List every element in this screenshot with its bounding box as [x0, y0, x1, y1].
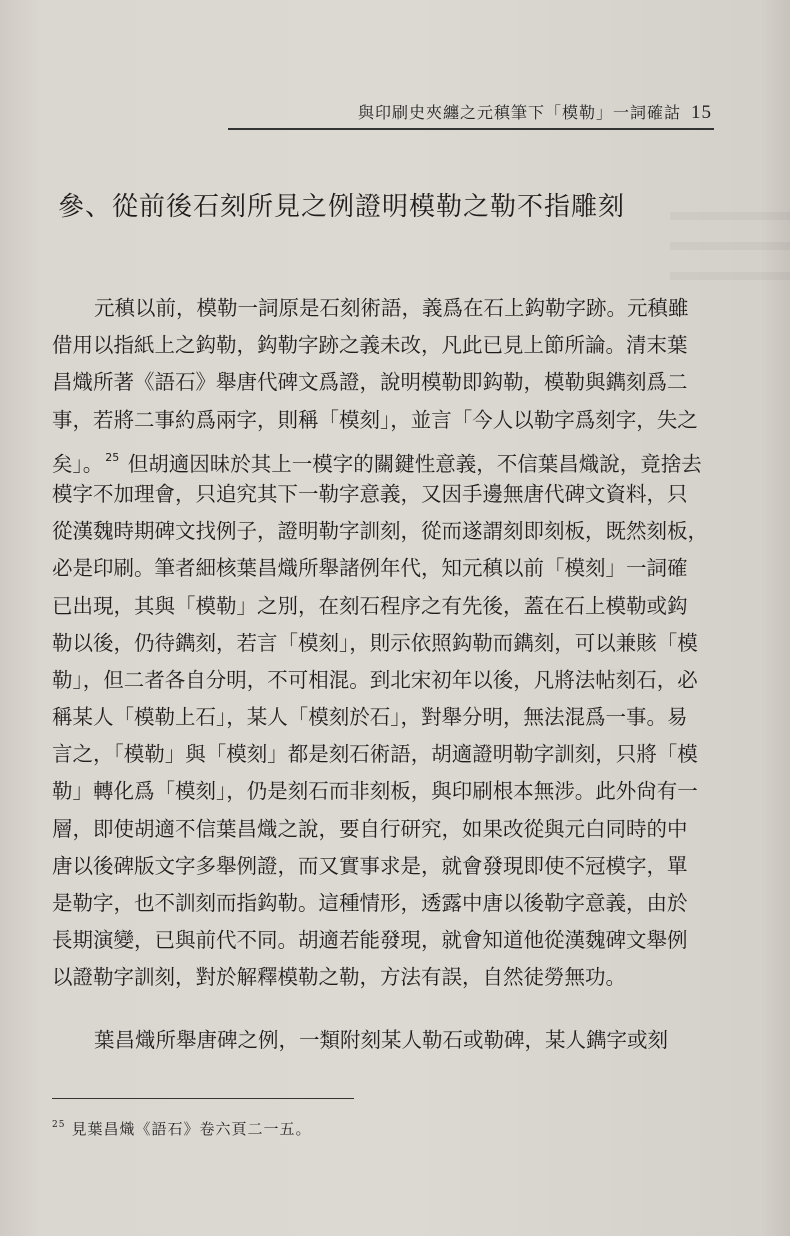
footnote-reference[interactable]: 25 — [105, 450, 120, 464]
text-line: 已出現，其與「模勒」之別，在刻石程序之有先後，蓋在石上模勒或鈎 — [52, 593, 688, 618]
paragraph-1 — [52, 290, 712, 997]
section-title: 參、從前後石刻所見之例證明模勒之勒不指雕刻 — [58, 192, 626, 222]
text-line: 勒以後，仍待鐫刻，若言「模刻」，則示依照鈎勒而鐫刻，可以兼賅「模 — [52, 630, 698, 655]
footnote-rule — [52, 1098, 354, 1099]
running-head — [358, 100, 712, 124]
bleed-through-texture — [670, 190, 790, 280]
text-line: 從漢魏時期碑文找例子，證明勒字訓刻，從而遂謂刻即刻板，既然刻板， — [52, 519, 708, 544]
text-line: 葉昌熾所舉唐碑之例，一類附刻某人勒石或勒碑，某人鐫字或刻 — [94, 1028, 668, 1052]
running-title: 與印刷史夾纏之元稹筆下「模勒」一詞確詁 — [357, 103, 681, 122]
text-fragment: 但胡適因昧於其上一模字的關鍵性意義，不信葉昌熾說，竟捨去 — [127, 451, 702, 476]
text-line: 勒」轉化爲「模刻」，仍是刻石而非刻板，與印刷根本無涉。此外尙有一 — [52, 779, 698, 804]
footnote-text: 見葉昌熾《語石》卷六頁二一五。 — [71, 1120, 312, 1138]
text-line — [52, 439, 712, 476]
text-fragment: 矣」。 — [52, 451, 104, 476]
text-line: 必是印刷。筆者細核葉昌熾所舉諸例年代，知元稹以前「模刻」一詞確 — [52, 556, 688, 581]
text-line: 元稹以前，模勒一詞原是石刻術語，義爲在石上鈎勒字跡。元稹雖 — [94, 296, 689, 320]
footnote-number: 25 — [52, 1120, 66, 1130]
header-rule — [228, 128, 714, 130]
text-line: 模字不加理會，只追究其下一勒字意義，又因手邊無唐代碑文資料，只 — [52, 481, 688, 506]
text-line: 層，即使胡適不信葉昌熾之說，要自行研究，如果改從與元白同時的中 — [52, 816, 688, 841]
paragraph-2 — [52, 1022, 712, 1059]
text-line: 是勒字，也不訓刻而指鈎勒。這種情形，透露中唐以後勒字意義，由於 — [52, 891, 688, 915]
text-line: 唐以後碑版文字多舉例證，而又實事求是，就會發現即使不冠模字，單 — [52, 853, 688, 878]
text-line: 以證勒字訓刻，對於解釋模勒之勒，方法有誤，自然徒勞無功。 — [52, 965, 626, 990]
page-number: 15 — [691, 102, 712, 123]
text-line: 借用以指紙上之鈎勒，鈎勒字跡之義未改，凡此已見上節所論。清末葉 — [52, 333, 688, 358]
text-line: 稱某人「模勒上石」，某人「模刻於石」，對舉分明，無法混爲一事。易 — [52, 705, 688, 730]
text-line: 勒」，但二者各自分明，不可相混。到北宋初年以後，凡將法帖刻石，必 — [52, 667, 698, 692]
text-line: 言之，「模勒」與「模刻」都是刻石術語，胡適證明勒字訓刻，只將「模 — [52, 742, 698, 767]
text-line: 事，若將二事約爲兩字，則稱「模刻」，並言「今人以勒字爲刻字，失之 — [52, 407, 698, 432]
footnote — [52, 1118, 311, 1139]
text-line: 長期演變，已與前代不同。胡適若能發現，就會知道他從漢魏碑文舉例 — [52, 928, 688, 953]
text-line: 昌熾所著《語石》舉唐代碑文爲證，說明模勒即鈎勒，模勒與鐫刻爲二 — [52, 370, 688, 395]
